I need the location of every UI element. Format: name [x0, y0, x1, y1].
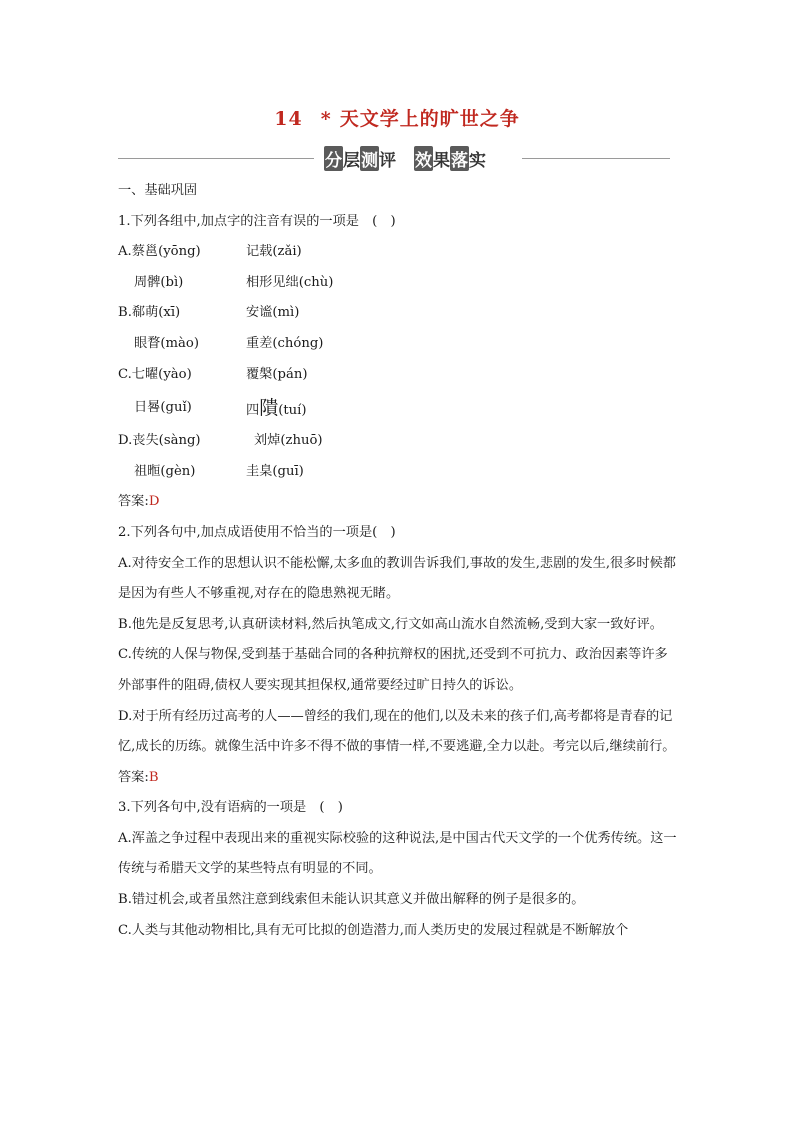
q1-d-item2: 刘焯(zhuō)	[254, 433, 323, 449]
q1-b-item3: 眼瞀(mào)	[134, 335, 199, 351]
q1-a-item3: 周髀(bì)	[134, 274, 184, 290]
answer-label: 答案:	[118, 494, 149, 510]
q1-answer	[118, 487, 678, 518]
q1-option-b-row1	[118, 298, 678, 329]
q1-option-c-row2	[118, 390, 678, 426]
question-1-stem: 1.下列各组中,加点字的注音有误的一项是 ( )	[118, 213, 396, 229]
q1-b-item2: 安谧(mì)	[246, 305, 300, 321]
banner-char: 果	[433, 151, 450, 171]
answer-value: D	[148, 494, 160, 510]
q3-option-b: B.错过机会,或者虽然注意到线索但未能认识其意义并做出解释的例子是很多的。	[118, 892, 585, 908]
q1-c-item4	[246, 390, 307, 429]
q1-option-d-row2	[118, 457, 678, 488]
banner-char: 实	[469, 151, 486, 171]
q1-c-item4-rare-char: 隤	[259, 397, 279, 420]
question-2-stem: 2.下列各句中,加点成语使用不恰当的一项是( )	[118, 524, 396, 540]
banner-char-boxed: 落	[450, 146, 469, 171]
q1-c-item1: C.七曜(yào)	[118, 366, 192, 382]
banner-char: 评	[379, 151, 396, 171]
q1-d-item4: 圭臬(guī)	[246, 463, 304, 479]
question-3-stem: 3.下列各句中,没有语病的一项是 ( )	[118, 800, 343, 816]
q1-d-item3: 祖暅(gèn)	[134, 463, 196, 479]
q2-option-a: A.对待安全工作的思想认识不能松懈,太多血的教训告诉我们,事故的发生,悲剧的发生,很多时候都是因为有些人不够重视,对存在的隐患熟视无睹。	[118, 555, 676, 602]
q1-c-item3: 日晷(guǐ)	[134, 400, 192, 416]
banner-char-boxed: 效	[414, 146, 433, 171]
exercise-content	[118, 176, 678, 946]
section-banner	[118, 146, 670, 172]
answer-label: 答案:	[118, 769, 149, 785]
banner-rule-right	[522, 158, 670, 159]
q1-option-d-row1	[118, 426, 678, 457]
q1-c-item4-pinyin: (tuí)	[278, 403, 307, 419]
q1-b-item1: B.郗萌(xī)	[118, 305, 181, 321]
q3-option-c: C.人类与其他动物相比,具有无可比拟的创造潜力,而人类历史的发展过程就是不断解放个	[118, 922, 629, 938]
q1-c-item4-char: 四	[246, 403, 260, 419]
section-heading: 一、基础巩固	[118, 183, 198, 198]
banner-char-boxed: 分	[324, 146, 343, 171]
banner-text	[324, 146, 486, 171]
q1-a-item2: 记载(zǎi)	[246, 244, 302, 260]
lesson-title	[0, 104, 794, 131]
answer-value: B	[148, 769, 159, 785]
q1-a-item1: A.蔡邕(yōng)	[118, 244, 201, 260]
banner-char: 层	[343, 151, 360, 171]
q2-answer	[118, 763, 678, 794]
q1-d-item1: D.丧失(sàng)	[118, 433, 201, 449]
q1-a-item4: 相形见绌(chù)	[246, 274, 334, 290]
banner-rule-left	[118, 158, 314, 159]
q2-option-d: D.对于所有经历过高考的人——曾经的我们,现在的他们,以及未来的孩子们,高考都将是青春的记忆,成长的历练。就像生活中许多不得不做的事情一样,不要逃避,全力以赴。考完以后,继续前行。	[118, 708, 676, 755]
lesson-number: 14	[274, 108, 303, 130]
q2-option-b: B.他先是反复思考,认真研读材料,然后执笔成文,行文如高山流水自然流畅,受到大家一致好评。	[118, 616, 663, 632]
q1-option-c-row1	[118, 360, 678, 391]
lesson-title-text: 天文学上的旷世之争	[339, 108, 520, 130]
q1-option-a-row2	[118, 268, 678, 299]
optional-lesson-mark: *	[320, 108, 332, 130]
q1-c-item2: 覆槃(pán)	[246, 366, 308, 382]
q1-b-item4: 重差(chóng)	[246, 335, 324, 351]
q3-option-a: A.浑盖之争过程中表现出来的重视实际校验的这种说法,是中国古代天文学的一个优秀传统。这一传统与希腊天文学的某些特点有明显的不同。	[118, 830, 677, 877]
q2-option-c: C.传统的人保与物保,受到基于基础合同的各种抗辩权的困扰,还受到不可抗力、政治因素等许多外部事件的阻碍,债权人要实现其担保权,通常要经过旷日持久的诉讼。	[118, 647, 668, 693]
q1-option-a-row1	[118, 237, 678, 268]
q1-option-b-row2	[118, 329, 678, 360]
banner-char-boxed: 测	[360, 146, 379, 171]
